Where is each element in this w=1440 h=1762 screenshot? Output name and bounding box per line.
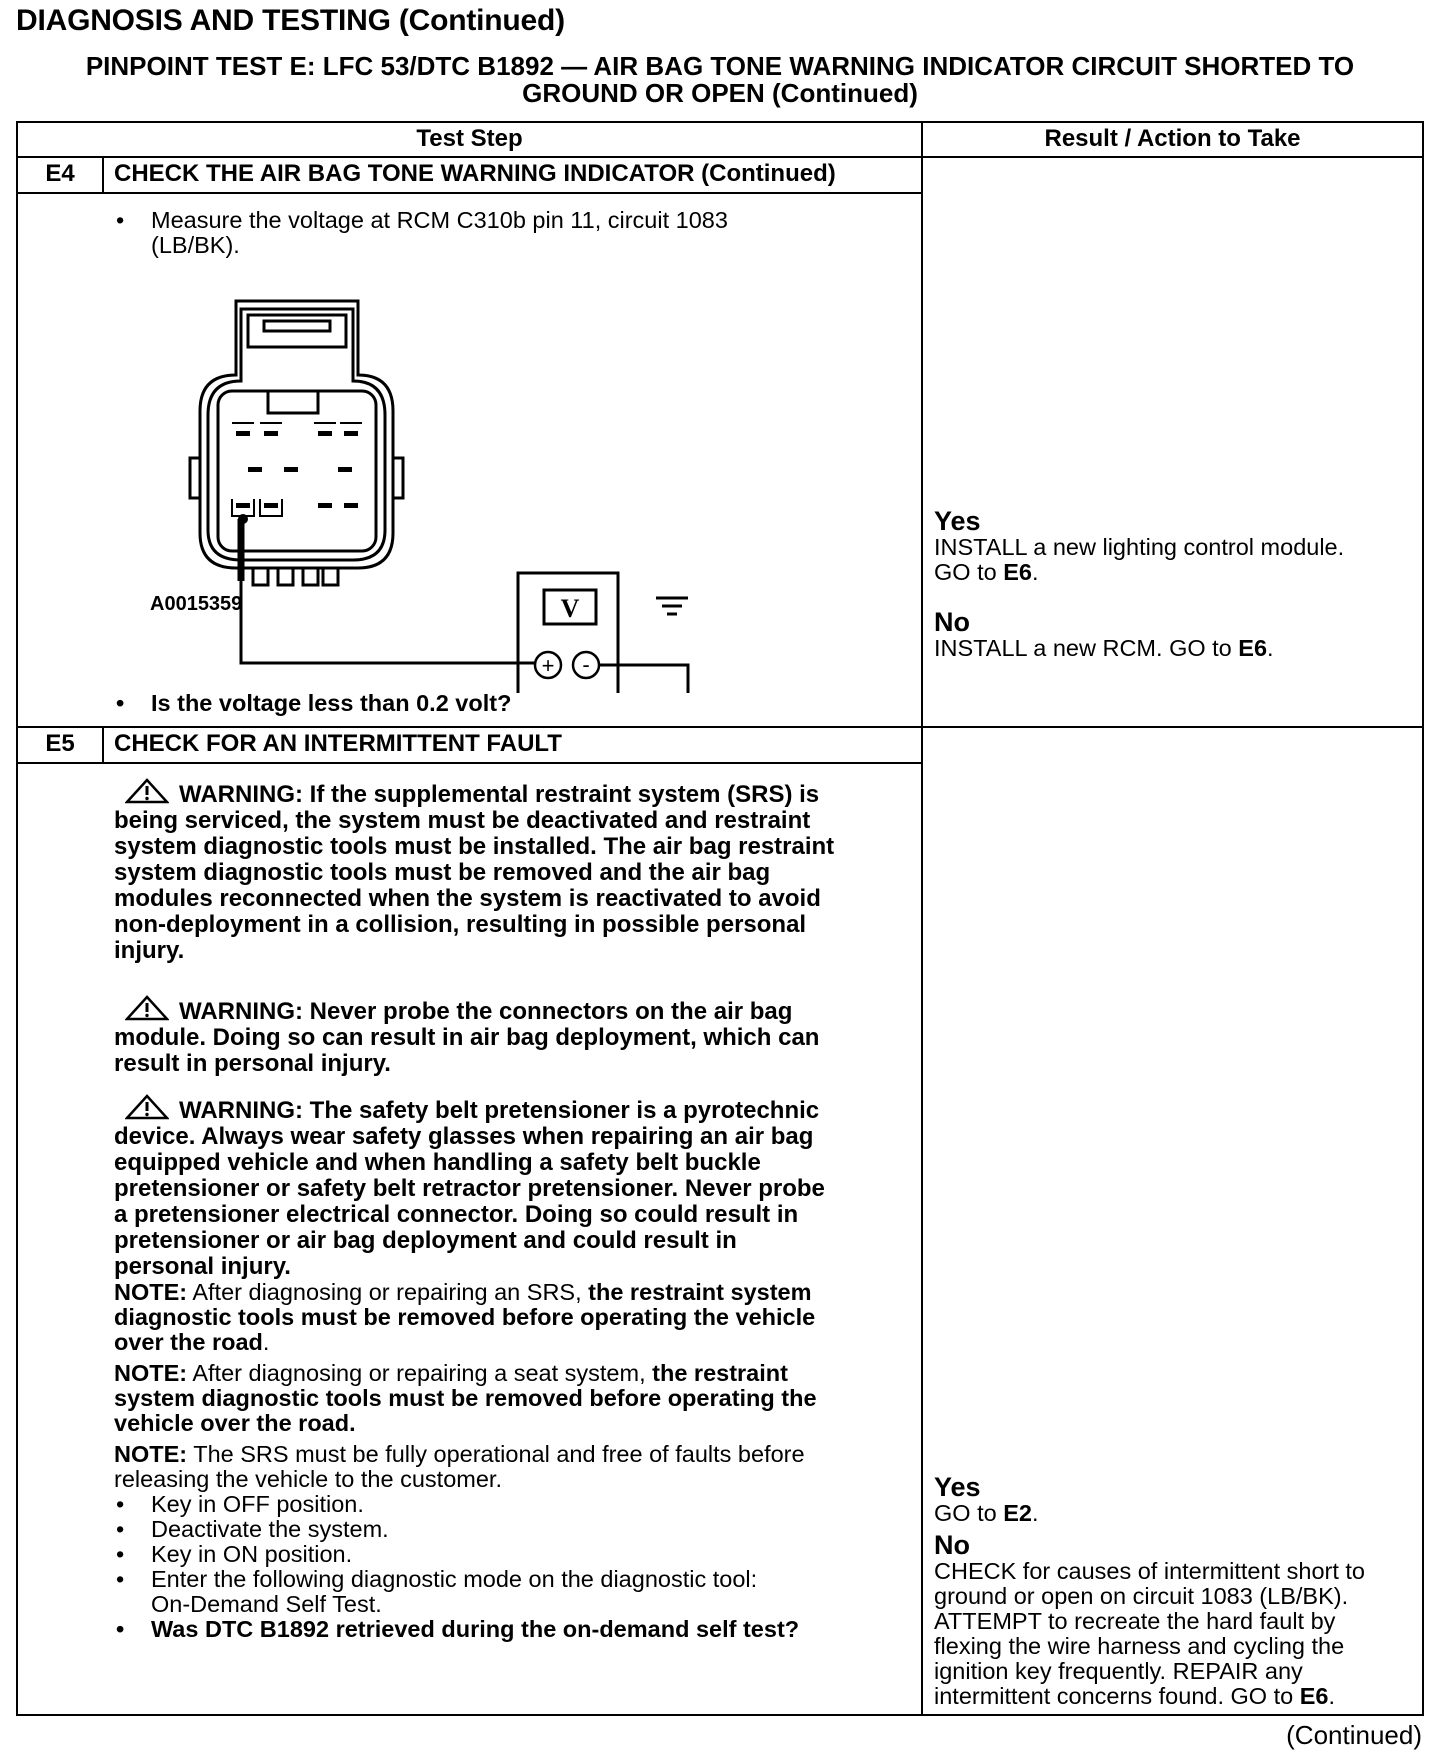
e4-step-measure: • Measure the voltage at RCM C310b pin 11, circuit 1083 (LB/BK). (114, 208, 914, 258)
e5-title-bottom-line (18, 762, 921, 764)
e4-yes-action: INSTALL a new lighting control module. GO to E6. (934, 534, 1345, 585)
e5-no-label: No (934, 1530, 970, 1560)
negative-terminal: - (582, 652, 590, 677)
e4-step-number: E4 (45, 160, 75, 187)
srs-note: NOTE: After diagnosing or repairing an SRS, the restraint system diagnostic tools must be removed before operating the vehicle over the road. (114, 1279, 816, 1355)
e4-instructions (114, 208, 914, 258)
warning-icon (125, 778, 169, 804)
figure-id: A0015359 (150, 593, 243, 615)
e4-no-label: No (934, 607, 970, 637)
voltmeter-display: V (560, 594, 580, 623)
probe-connector-warning: WARNING: Never probe the connectors on the air bag module. Doing so can result in air bag deployment, which can result in personal injury. (114, 995, 914, 1077)
connector-pins (236, 431, 358, 508)
ground-symbol (654, 596, 690, 622)
connector-voltmeter-diagram (178, 273, 738, 693)
e5-question: • Was DTC B1892 retrieved during the on-demand self test? (114, 1617, 914, 1642)
e4-question-block (114, 691, 914, 716)
continued-footer: (Continued) (1286, 1720, 1422, 1750)
column-header-result: Result / Action to Take (1044, 125, 1301, 152)
column-divider (921, 123, 923, 1714)
e4-number-divider (102, 156, 104, 192)
e5-result (934, 1473, 1418, 1709)
pinpoint-test-title (10, 53, 1430, 107)
e4-step-title: CHECK THE AIR BAG TONE WARNING INDICATOR (Continued) (114, 160, 836, 187)
pinpoint-test-table (16, 121, 1424, 1716)
rcm-connector-c310b (190, 301, 403, 585)
e4-result (934, 507, 1414, 661)
e5-number-divider (102, 726, 104, 762)
e5-step-key-off: • Key in OFF position. (114, 1492, 914, 1517)
test-title-line-2: GROUND OR OPEN (Continued) (522, 78, 918, 108)
column-header-test-step: Test Step (416, 125, 523, 152)
voltmeter (518, 573, 618, 693)
ground-symbol-icon (670, 721, 710, 751)
e5-yes-action: GO to E2. (934, 1500, 1039, 1526)
e5-step-key-on: • Key in ON position. (114, 1542, 914, 1567)
pretensioner-warning: WARNING: The safety belt pretensioner is a pyrotechnic device. Always wear safety glasses when repairing an air bag equipped vehicle and when handling a safety belt buckle pretensioner or safety belt retractor pretensioner. Never probe a pretensioner electrical connector. Doing so could result in pretensioner or air bag deployment and could result in personal injury. (114, 1094, 914, 1280)
e5-steps (114, 1492, 914, 1642)
e5-step-deactivate: • Deactivate the system. (114, 1517, 914, 1542)
test-title-line-1: PINPOINT TEST E: LFC 53/DTC B1892 — AIR BAG TONE WARNING INDICATOR CIRCUIT SHORTED TO (85, 51, 1355, 81)
warning-icon (125, 1094, 169, 1120)
e5-step-number: E5 (45, 730, 75, 757)
e5-yes-label: Yes (934, 1472, 981, 1502)
e4-yes-label: Yes (934, 506, 981, 536)
ground-lead (599, 665, 688, 693)
positive-terminal: + (541, 653, 555, 678)
probe-lead (238, 514, 536, 663)
e4-no-action: INSTALL a new RCM. GO to E6. (934, 635, 1274, 661)
srs-operational-note: NOTE: The SRS must be fully operational and free of faults before releasing the vehicle to the customer. (114, 1441, 805, 1492)
e5-step-diagnostic-mode: • Enter the following diagnostic mode on the diagnostic tool: On-Demand Self Test. (114, 1567, 914, 1617)
warning-icon (125, 995, 169, 1021)
e5-no-action: CHECK for causes of intermittent short to ground or open on circuit 1083 (LB/BK). ATTEMPT to recreate the hard fault by flexing the wire harness and cycling the ignition key frequently. REPAIR any intermittent concerns found. GO to E6. (934, 1558, 1365, 1709)
header-bottom-line (18, 156, 1422, 158)
e4-title-bottom-line (18, 192, 921, 194)
e5-step-title: CHECK FOR AN INTERMITTENT FAULT (114, 730, 562, 757)
srs-deactivation-warning: WARNING: If the supplemental restraint system (SRS) is being serviced, the system must be deactivated and restraint system diagnostic tools must be installed. The air bag restraint system diagnostic tools must be removed and the air bag modules reconnected when the system is reactivated to avoid non-deployment in a collision, resulting in possible personal injury. (114, 778, 914, 964)
e5-body (114, 778, 914, 1642)
e4-bottom-line (18, 726, 1422, 728)
seat-system-note: NOTE: After diagnosing or repairing a seat system, the restraint system diagnostic tools must be removed before operating the vehicle over the road. (114, 1360, 817, 1436)
e4-question: • Is the voltage less than 0.2 volt? (114, 691, 914, 716)
page-title: DIAGNOSIS AND TESTING (Continued) (16, 4, 565, 37)
